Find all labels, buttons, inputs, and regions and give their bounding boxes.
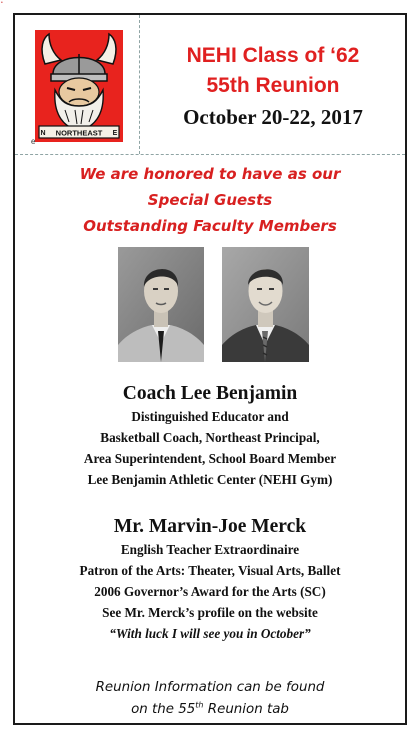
info-superscript: th xyxy=(195,700,204,710)
logo-left-letter: N xyxy=(40,130,46,137)
header-divider-vertical xyxy=(139,15,140,154)
honored-heading xyxy=(15,161,405,239)
header xyxy=(15,15,405,154)
reunion-title: 55th Reunion xyxy=(206,74,340,97)
info-line-2-end: Reunion tab xyxy=(203,702,289,717)
honored-line-1: We are honored to have as our xyxy=(79,165,341,183)
guest-line: Patron of the Arts: Theater, Visual Arts, Ballet xyxy=(79,563,341,578)
class-title: NEHI Class of ‘62 xyxy=(186,44,360,67)
logo-corner-letter: e xyxy=(31,137,36,146)
viking-logo xyxy=(35,30,123,142)
header-title-block xyxy=(143,41,403,133)
guest-benjamin xyxy=(15,382,405,490)
guest-line: Area Superintendent, School Board Member xyxy=(83,451,337,466)
merck-photo xyxy=(222,247,309,362)
flyer-frame xyxy=(13,13,407,725)
info-line-2-start: on the 55 xyxy=(131,702,196,717)
honored-line-2: Special Guests xyxy=(147,191,273,209)
reunion-dates: October 20-22, 2017 xyxy=(183,105,363,129)
guest-line: Lee Benjamin Athletic Center (NEHI Gym) xyxy=(87,472,333,487)
guest-name: Coach Lee Benjamin xyxy=(122,383,298,404)
reunion-info-note xyxy=(15,677,405,721)
guest-line: 2006 Governor’s Award for the Arts (SC) xyxy=(94,584,326,599)
guest-line: Distinguished Educator and xyxy=(131,409,289,424)
guest-line: See Mr. Merck’s profile on the website xyxy=(102,605,318,620)
guest-merck xyxy=(15,515,405,644)
header-divider-horizontal xyxy=(15,154,405,155)
logo-right-letter: E xyxy=(112,130,118,137)
guest-line: English Teacher Extraordinaire xyxy=(120,542,300,557)
info-line-2 xyxy=(15,699,405,721)
corner-mark: • xyxy=(1,0,3,6)
honored-line-3: Outstanding Faculty Members xyxy=(83,217,337,235)
guest-name: Mr. Marvin-Joe Merck xyxy=(113,516,307,537)
guest-quote: “With luck I will see you in October” xyxy=(109,626,311,641)
benjamin-photo xyxy=(118,247,204,362)
guest-line: Basketball Coach, Northeast Principal, xyxy=(100,430,320,445)
info-line-1: Reunion Information can be found xyxy=(95,680,325,695)
logo-banner-text: NORTHEAST xyxy=(55,128,103,138)
